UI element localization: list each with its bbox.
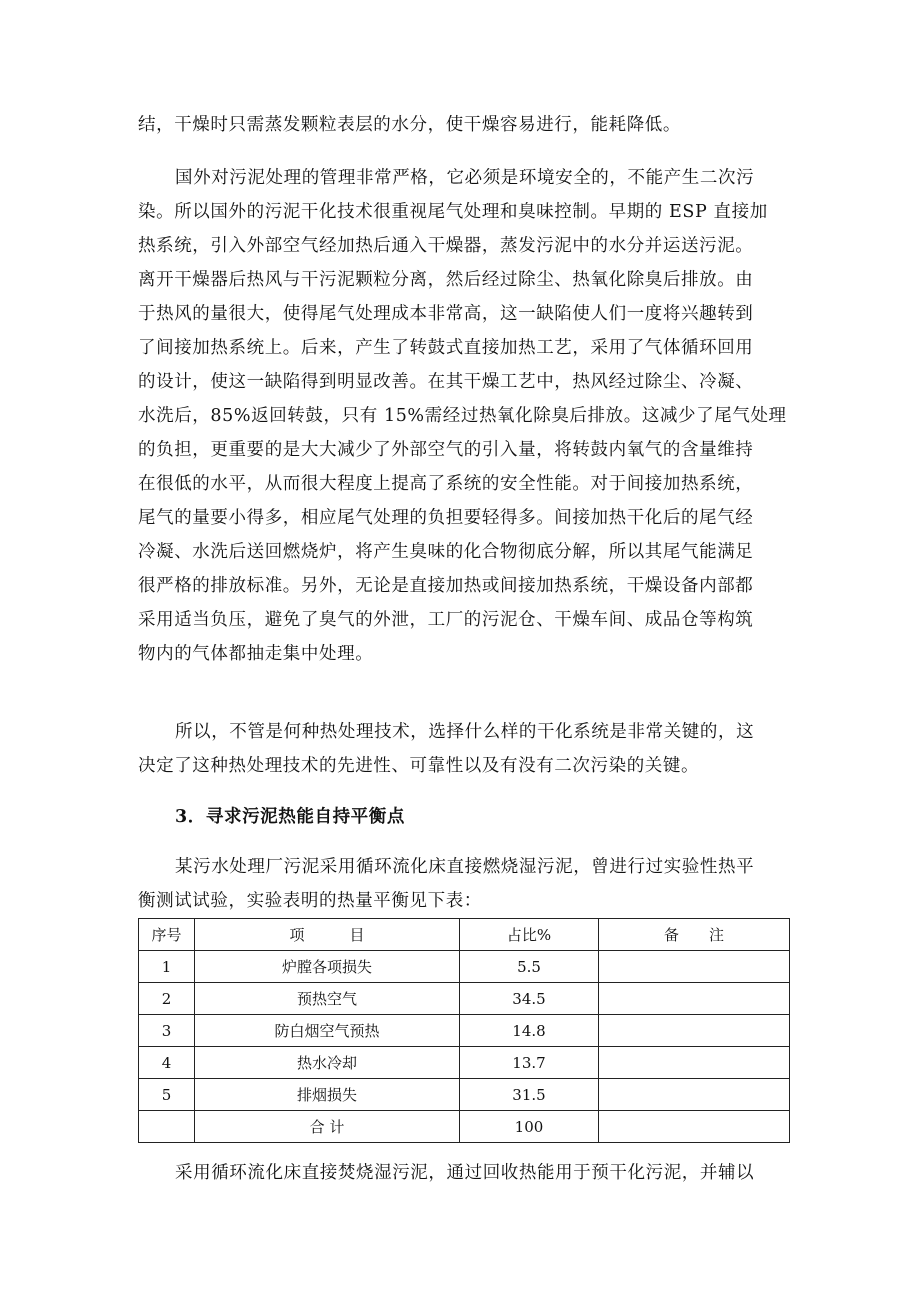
paragraph-4: [138, 850, 793, 918]
paragraph-line: 的设计，使这一缺陷得到明显改善。在其干燥工艺中，热风经过除尘、冷凝、: [138, 372, 754, 392]
table-cell: 2: [139, 983, 195, 1015]
table-header-row: [139, 919, 790, 951]
table-cell: 5.5: [460, 951, 599, 983]
paragraph-line: 了间接加热系统上。后来，产生了转鼓式直接加热工艺，采用了气体循环回用: [138, 338, 754, 358]
table-row: [139, 951, 790, 983]
paragraph-line: 结，干燥时只需蒸发颗粒表层的水分，使干燥容易进行，能耗降低。: [138, 115, 681, 135]
table-row: [139, 1079, 790, 1111]
table-cell: [139, 1111, 195, 1143]
table-cell: [599, 1047, 790, 1079]
header-cell: 占比%: [460, 919, 599, 951]
table-cell: 3: [139, 1015, 195, 1047]
table-cell: 1: [139, 951, 195, 983]
paragraph-line: 在很低的水平，从而很大程度上提高了系统的安全性能。对于间接加热系统，: [138, 474, 754, 494]
table-cell: 预热空气: [195, 983, 460, 1015]
paragraph-line: 物内的气体都抽走集中处理。: [138, 644, 374, 664]
table-cell: [599, 1079, 790, 1111]
paragraph-line: 尾气的量要小得多，相应尾气处理的负担要轻得多。间接加热干化后的尾气经: [138, 508, 754, 528]
table-row: [139, 1015, 790, 1047]
table-cell: 13.7: [460, 1047, 599, 1079]
table-cell: 100: [460, 1111, 599, 1143]
paragraph-line: 染。所以国外的污泥干化技术很重视尾气处理和臭味控制。早期的 ESP 直接加: [138, 202, 768, 222]
paragraph-line: 很严格的排放标准。另外，无论是直接加热或间接加热系统，干燥设备内部都: [138, 576, 754, 596]
paragraph-line: 所以，不管是何种热处理技术，选择什么样的干化系统是非常关键的，这: [175, 722, 755, 742]
table-cell: 5: [139, 1079, 195, 1111]
paragraph-line: 决定了这种热处理技术的先进性、可靠性以及有没有二次污染的关键。: [138, 756, 700, 776]
paragraph-line: 水洗后，85%返回转鼓，只有 15%需经过热氧化除臭后排放。这减少了尾气处理: [138, 406, 787, 426]
table-row: [139, 983, 790, 1015]
paragraph-line: 采用循环流化床直接焚烧湿污泥，通过回收热能用于预干化污泥，并辅以: [175, 1163, 755, 1183]
paragraph-line: 采用适当负压，避免了臭气的外泄，工厂的污泥仓、干燥车间、成品仓等构筑: [138, 610, 754, 630]
header-cell: 序号: [139, 919, 195, 951]
paragraph-2: [138, 161, 793, 671]
table-cell: 热水冷却: [195, 1047, 460, 1079]
heat-balance-table: [138, 918, 790, 1143]
paragraph-line: 离开干燥器后热风与干污泥颗粒分离，然后经过除尘、热氧化除臭后排放。由: [138, 270, 754, 290]
paragraph-line: 某污水处理厂污泥采用循环流化床直接燃烧湿污泥，曾进行过实验性热平: [175, 857, 755, 877]
paragraph-1: [138, 108, 793, 142]
paragraph-5: [138, 1156, 793, 1190]
paragraph-line: 国外对污泥处理的管理非常严格，它必须是环境安全的，不能产生二次污: [175, 168, 755, 188]
header-cell: 备 注: [599, 919, 790, 951]
table-cell: 14.8: [460, 1015, 599, 1047]
paragraph-3: [138, 715, 793, 783]
table-cell: 合 计: [195, 1111, 460, 1143]
table-cell: [599, 983, 790, 1015]
table-cell: 31.5: [460, 1079, 599, 1111]
table-cell: 炉膛各项损失: [195, 951, 460, 983]
table-cell: 排烟损失: [195, 1079, 460, 1111]
paragraph-line: 热系统，引入外部空气经加热后通入干燥器，蒸发污泥中的水分并运送污泥。: [138, 236, 754, 256]
table-cell: [599, 1015, 790, 1047]
paragraph-line: 衡测试试验，实验表明的热量平衡见下表：: [138, 891, 482, 911]
header-cell: 项 目: [195, 919, 460, 951]
table-total-row: [139, 1111, 790, 1143]
table-row: [139, 1047, 790, 1079]
table-cell: 4: [139, 1047, 195, 1079]
section-heading: 3．寻求污泥热能自持平衡点: [175, 807, 405, 827]
table-cell: 防白烟空气预热: [195, 1015, 460, 1047]
paragraph-line: 冷凝、水洗后送回燃烧炉，将产生臭味的化合物彻底分解，所以其尾气能满足: [138, 542, 754, 562]
table-cell: [599, 951, 790, 983]
paragraph-line: 的负担，更重要的是大大减少了外部空气的引入量，将转鼓内氧气的含量维持: [138, 440, 754, 460]
table-cell: [599, 1111, 790, 1143]
table-cell: 34.5: [460, 983, 599, 1015]
paragraph-line: 于热风的量很大，使得尾气处理成本非常高，这一缺陷使人们一度将兴趣转到: [138, 304, 754, 324]
